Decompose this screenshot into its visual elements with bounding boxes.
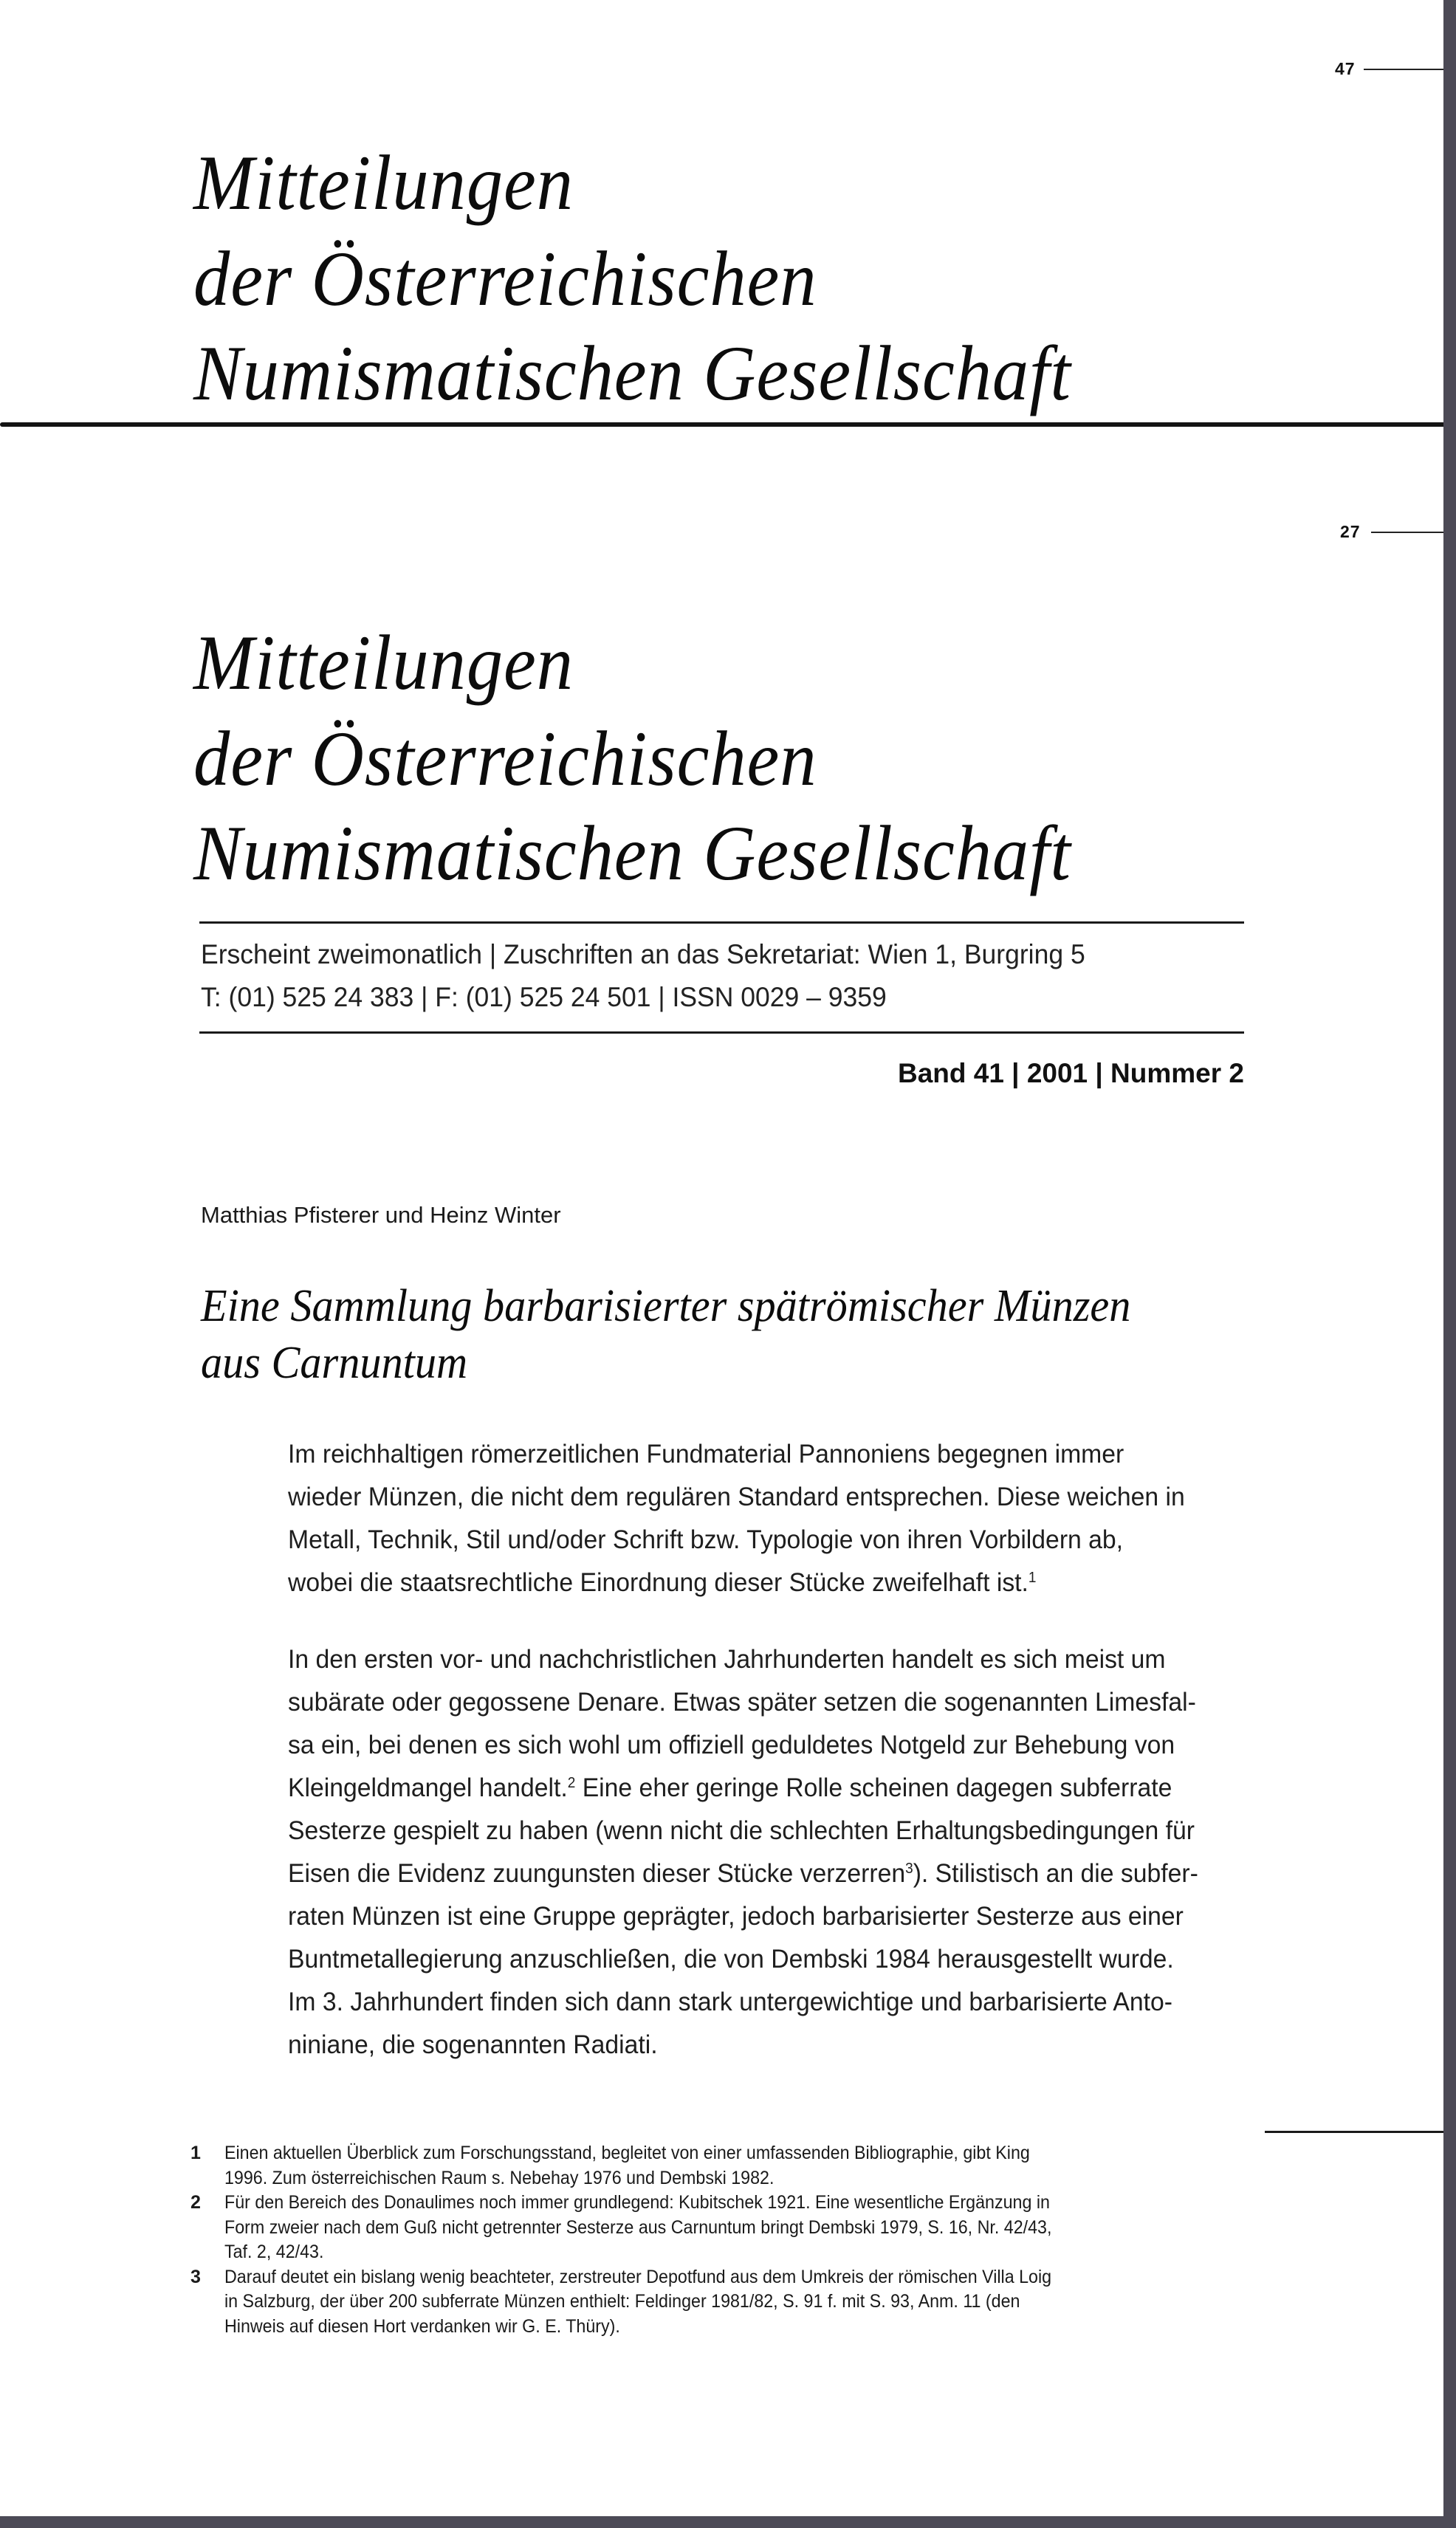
body-paragraph-1 <box>288 1432 1263 1604</box>
masthead-line-2: der Österreichischen <box>193 715 817 802</box>
footnote-line: Für den Bereich des Donaulimes noch immer grundlegend: Kubitschek 1921. Eine wesentliche Ergänzung in <box>224 2192 1050 2213</box>
body-paragraph-2 <box>288 1638 1263 2066</box>
body-line <box>288 1852 1214 1895</box>
masthead-line-2: der Österreichischen <box>193 236 817 322</box>
body-line <box>288 1432 1214 1475</box>
body-line-text: Im 3. Jahrhundert finden sich dann stark untergewichtige und barbarisierte Anto- <box>288 1987 1172 2016</box>
body-line-text: subärate oder gegossene Denare. Etwas später setzen die sogenannten Limesfal- <box>288 1687 1196 1717</box>
article-title-line-2: aus Carnuntum <box>201 1338 468 1388</box>
body-line-text: niniane, die sogenannten Radiati. <box>288 2030 658 2059</box>
body-line <box>288 1980 1214 2023</box>
footnote-line: Einen aktuellen Überblick zum Forschungsstand, begleitet von einer umfassenden Bibliographie, gibt King <box>224 2143 1030 2163</box>
body-line <box>288 1937 1214 1980</box>
footnote-line: in Salzburg, der über 200 subferrate Münzen enthielt: Feldinger 1981/82, S. 91 f. mit S. 93, Anm. 11 (den <box>224 2291 1020 2312</box>
footnote-line: Taf. 2, 42/43. <box>224 2242 324 2262</box>
body-line <box>288 1766 1214 1809</box>
footnote-number: 3 <box>190 2266 201 2287</box>
article-title-line-1: Eine Sammlung barbarisierter spätrömischer Münzen <box>201 1281 1131 1331</box>
body-line-text: Im reichhaltigen römerzeitlichen Fundmaterial Pannoniens begegnen immer <box>288 1439 1124 1469</box>
footnote-line: Hinweis auf diesen Hort verdanken wir G. E. Thüry). <box>224 2315 620 2337</box>
body-line <box>288 1723 1214 1766</box>
body-line <box>288 1809 1214 1852</box>
footnote-reference[interactable]: 2 <box>567 1775 576 1791</box>
scanner-edge-right <box>1443 0 1456 2528</box>
footnote-1 <box>190 2141 1276 2191</box>
masthead-rule-top <box>199 921 1244 924</box>
page-number-47: 47 <box>1335 59 1356 78</box>
footnote-line: 1996. Zum österreichischen Raum s. Nebehay 1976 und Dembski 1982. <box>224 2167 775 2188</box>
issue-label: Band 41 | 2001 | Nummer 2 <box>897 1058 1244 1088</box>
footnote-reference[interactable]: 1 <box>1028 1570 1037 1586</box>
footnote-line: Darauf deutet ein bislang wenig beachteter, zerstreuter Depotfund aus dem Umkreis der römischen Villa Loig <box>224 2266 1052 2287</box>
footnote-number: 1 <box>190 2143 201 2163</box>
body-line <box>288 1638 1214 1680</box>
body-line-text: In den ersten vor- und nachchristlichen Jahrhunderten handelt es sich meist um <box>288 1644 1166 1674</box>
footnote-line: Form zweier nach dem Guß nicht getrennter Sesterze aus Carnuntum bringt Dembski 1979, S. 16, Nr. 42/43, <box>224 2216 1052 2238</box>
body-line-text: Metall, Technik, Stil und/oder Schrift bzw. Typologie von ihren Vorbildern ab, <box>288 1525 1124 1554</box>
footnote-2 <box>190 2191 1276 2265</box>
masthead-line-1: Mitteilungen <box>193 619 574 706</box>
footnote-number: 2 <box>190 2192 201 2213</box>
body-line-text: Eisen die Evidenz zuungunsten dieser Stücke verzerren <box>288 1858 906 1888</box>
masthead-line-3: Numismatischen Gesellschaft <box>193 810 1071 896</box>
folio-line <box>1371 532 1443 533</box>
footnote-reference[interactable]: 3 <box>905 1861 913 1877</box>
publication-info-line-1: Erscheint zweimonatlich | Zuschriften an das Sekretariat: Wien 1, Burgring 5 <box>201 939 1085 969</box>
footnotes <box>190 2141 1276 2339</box>
body-line-text: ). Stilistisch an die subfer- <box>913 1858 1198 1888</box>
body-line <box>288 1680 1214 1723</box>
footnote-separator <box>1265 2131 1443 2133</box>
footnote-3 <box>190 2265 1276 2340</box>
body-line-text: Buntmetallegierung anzuschließen, die von Dembski 1984 herausgestellt wurde. <box>288 1944 1174 1974</box>
body-line-text: Eine eher geringe Rolle scheinen dagegen subferrate <box>575 1773 1172 1802</box>
folio-line <box>1364 69 1443 70</box>
page-number-27: 27 <box>1340 522 1361 541</box>
body-line-text: wieder Münzen, die nicht dem regulären Standard entsprechen. Diese weichen in <box>288 1482 1185 1511</box>
body-line <box>288 1475 1214 1518</box>
body-line <box>288 1518 1214 1561</box>
body-line-text: sa ein, bei denen es sich wohl um offiziell geduldetes Notgeld zur Behebung von <box>288 1730 1175 1759</box>
body-line-text: raten Münzen ist eine Gruppe geprägter, jedoch barbarisierter Sesterze aus einer <box>288 1901 1184 1931</box>
masthead-rule-bottom <box>199 1031 1244 1034</box>
masthead-line-3: Numismatischen Gesellschaft <box>193 330 1071 416</box>
body-line <box>288 2023 1214 2066</box>
scanner-edge-bottom <box>0 2516 1456 2528</box>
page-edge <box>0 422 1443 427</box>
publication-info-line-2: T: (01) 525 24 383 | F: (01) 525 24 501 | ISSN 0029 – 9359 <box>201 982 887 1012</box>
body-line-text: Kleingeldmangel handelt. <box>288 1773 568 1802</box>
masthead-line-1: Mitteilungen <box>193 140 574 226</box>
body-line-text: Sesterze gespielt zu haben (wenn nicht die schlechten Erhaltungsbedingungen für <box>288 1816 1195 1845</box>
body-line <box>288 1561 1214 1604</box>
article-authors: Matthias Pfisterer und Heinz Winter <box>201 1202 561 1228</box>
body-line-text: wobei die staatsrechtliche Einordnung dieser Stücke zweifelhaft ist. <box>288 1567 1029 1597</box>
body-line <box>288 1895 1214 1937</box>
